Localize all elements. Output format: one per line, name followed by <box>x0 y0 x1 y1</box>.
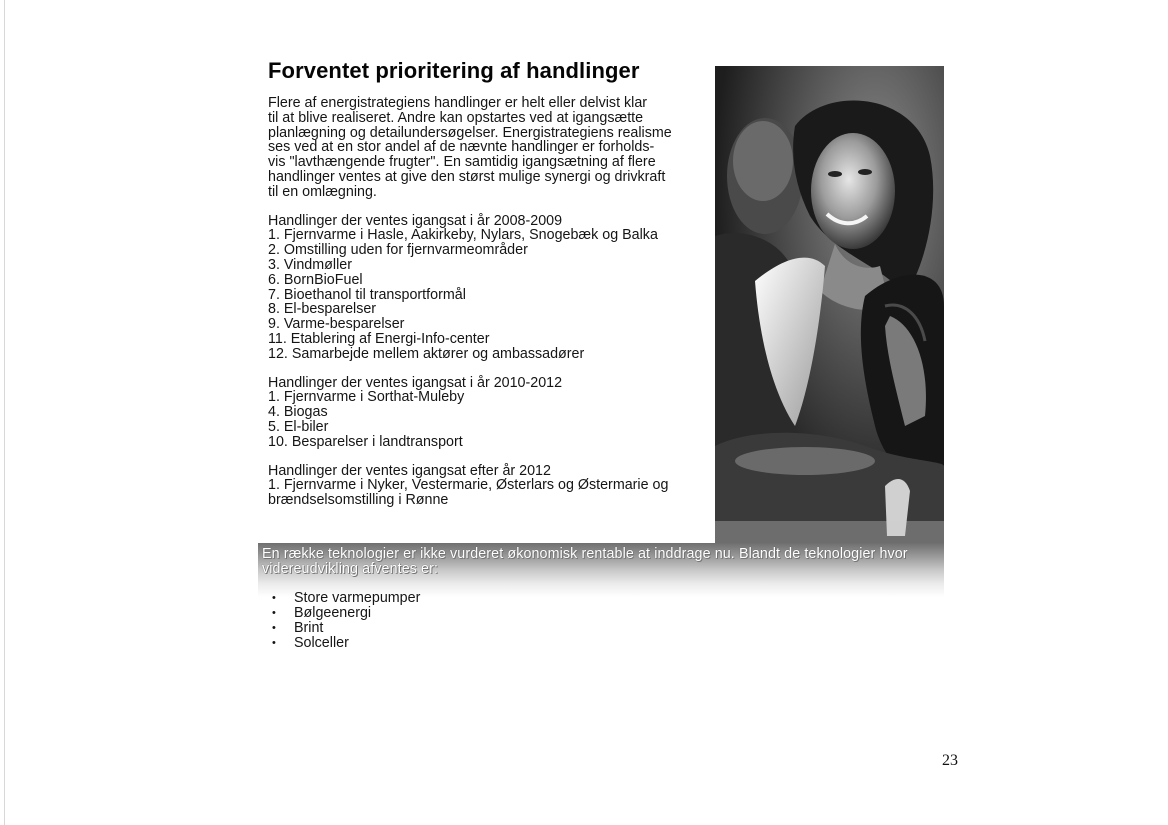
list-item: 9. Varme-besparelser <box>268 316 405 333</box>
list-item <box>272 606 420 621</box>
intro-line: Flere af energistrategiens handlinger er helt eller delvist klar <box>268 95 648 111</box>
list-item: 10. Besparelser i landtransport <box>268 433 463 450</box>
list-item <box>272 621 420 636</box>
actions-after-2012 <box>268 464 708 508</box>
list-item: 8. El-besparelser <box>268 301 377 318</box>
technology-label: Store varmepumper <box>294 590 421 606</box>
list-item: 1. Fjernvarme i Sorthat-Muleby <box>268 389 465 406</box>
intro-line: vis "lavthængende frugter". En samtidig igangsætning af flere <box>268 154 656 171</box>
list-item: 1. Fjernvarme i Hasle, Aakirkeby, Nylars, Snogebæk og Balka <box>268 227 658 244</box>
list-item: 5. El-biler <box>268 418 329 435</box>
technology-label: Bølgeenergi <box>294 605 372 621</box>
intro-paragraph <box>268 96 708 200</box>
list-item: 3. Vindmøller <box>268 256 352 273</box>
intro-line: til at blive realiseret. Andre kan opstartes ved at igangsætte <box>268 109 644 126</box>
bullet-icon: • <box>272 607 276 619</box>
actions-2010-2012 <box>268 376 708 450</box>
action-list <box>268 228 708 361</box>
photo-people <box>715 66 944 544</box>
list-item <box>272 636 420 651</box>
list-item: 1. Fjernvarme i Nyker, Vestermarie, Østerlars og Østermarie og <box>268 477 669 494</box>
intro-line: ses ved at en stor andel af de nævnte handlinger er forholds- <box>268 139 655 156</box>
list-item: 6. BornBioFuel <box>268 271 363 288</box>
band-text <box>262 547 942 576</box>
list-item: 7. Bioethanol til transportformål <box>268 286 466 303</box>
list-item <box>272 591 420 606</box>
intro-line: handlinger ventes at give den størst mulige synergi og drivkraft <box>268 168 666 185</box>
list-item: 12. Samarbejde mellem aktører og ambassadører <box>268 345 585 362</box>
bullet-icon: • <box>272 637 276 649</box>
bullet-icon: • <box>272 592 276 604</box>
technology-label: Brint <box>294 620 324 636</box>
actions-2008-2009 <box>268 214 708 362</box>
section-heading: Handlinger der ventes igangsat i år 2010-2012 <box>268 374 563 391</box>
action-list <box>268 478 708 508</box>
intro-line: til en omlægning. <box>268 183 377 200</box>
page-title: Forventet prioritering af handlinger <box>268 58 640 83</box>
photo-illustration <box>715 66 944 544</box>
technology-label: Solceller <box>294 635 349 651</box>
action-list <box>268 390 708 449</box>
technology-list <box>272 591 420 651</box>
band-line: videreudvikling afventes er: <box>262 560 439 577</box>
page-number: 23 <box>942 752 958 769</box>
band-line: En række teknologier er ikke vurderet økonomisk rentable at inddrage nu. Blandt de teknologier hvor <box>262 546 908 562</box>
list-item: 4. Biogas <box>268 404 328 421</box>
section-heading: Handlinger der ventes igangsat efter år 2012 <box>268 462 551 479</box>
list-item: 11. Etablering af Energi-Info-center <box>268 330 490 347</box>
list-item: brændselsomstilling i Rønne <box>268 492 449 509</box>
scan-edge <box>4 0 5 825</box>
intro-line: planlægning og detailundersøgelser. Energistrategiens realisme <box>268 124 672 141</box>
section-heading: Handlinger der ventes igangsat i år 2008-2009 <box>268 212 563 229</box>
bullet-icon: • <box>272 622 276 634</box>
body-text <box>268 96 708 508</box>
list-item: 2. Omstilling uden for fjernvarmeområder <box>268 242 528 259</box>
